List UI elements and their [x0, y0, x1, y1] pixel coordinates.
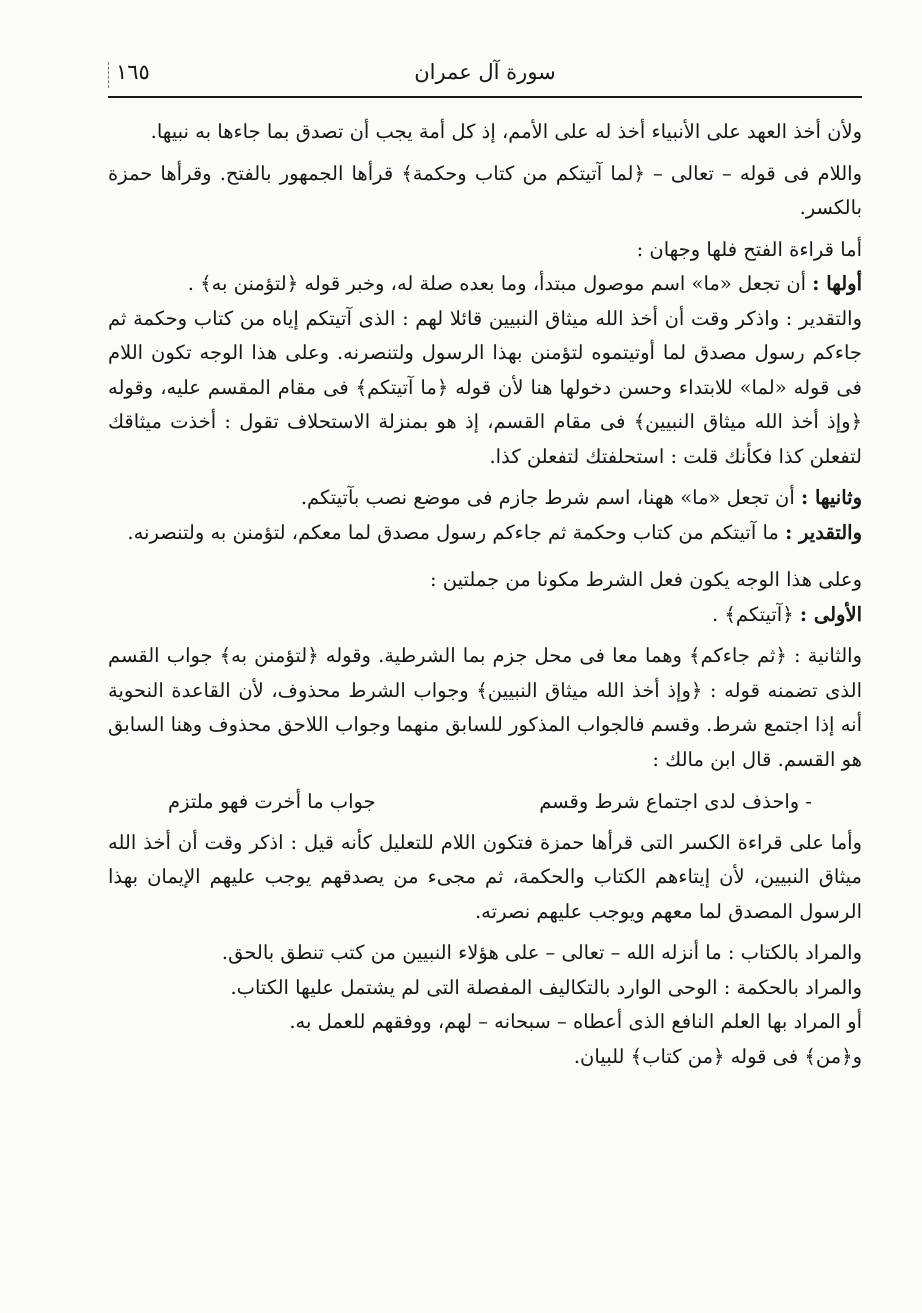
paragraph: والمراد بالحكمة : الوحى الوارد بالتكاليف المفصلة التى لم يشتمل عليها الكتاب.	[230, 975, 862, 999]
poem-first-hemistich: - واحذف لدى اجتماع شرط وقسم	[539, 790, 812, 813]
page-number: ١٦٥	[116, 60, 150, 84]
lead-term: الأولى :	[799, 602, 862, 626]
poem-verse	[108, 785, 862, 820]
page-header	[108, 56, 862, 96]
header-rule	[108, 96, 862, 98]
paragraph: وأما على قراءة الكسر التى قرأها حمزة فتكون اللام للتعليل كأنه قيل : اذكر وقت أن أخذ الله ميثاق النبيين، لأن إيتاءهم الكتاب والحكمة، ثم مجىء من يصدقهم يوجب عليهم الإيمان بهذا الرسول المصدق لما معهم ويوجب عليهم نصرته.	[108, 830, 862, 923]
paragraph: واللام فى قوله – تعالى – ﴿لما آتيتكم من كتاب وحكمة﴾ قرأها الجمهور بالفتح. وقرأها حمزة بالكسر.	[108, 161, 862, 219]
paragraph: الأولى : ﴿آتيتكم﴾ .	[712, 602, 862, 626]
paragraph: والتقدير : ما آتيتكم من كتاب وحكمة ثم جاءكم رسول مصدق لما معكم، لتؤمنن به ولتنصرنه.	[127, 520, 862, 544]
poem-second-hemistich: جواب ما أخرت فهو ملتزم	[168, 790, 376, 813]
paragraph: والثانية : ﴿ثم جاءكم﴾ وهما معا فى محل جزم بما الشرطية. وقوله ﴿لتؤمنن به﴾ جواب القسم الذى تضمنه قوله : ﴿وإذ أخذ الله ميثاق النبيين﴾ وجواب الشرط محذوف، لأن القاعدة النحوية أنه إذا اجتمع شرط. وقسم فالجواب المذكور للسابق منهما وجواب اللاحق محذوف وهنا السابق هو القسم. قال ابن مالك :	[108, 644, 862, 771]
paragraph: والمراد بالكتاب : ما أنزله الله – تعالى – على هؤلاء النبيين من كتب تنطق بالحق.	[221, 941, 862, 964]
lead-term: أولها :	[812, 272, 862, 295]
lead-term: وثانيها :	[800, 486, 862, 509]
paragraph: وعلى هذا الوجه يكون فعل الشرط مكونا من جملتين :	[430, 568, 862, 591]
paragraph: ولأن أخذ العهد على الأنبياء أخذ له على الأمم، إذ كل أمة يجب أن تصدق بما جاءها به نبيها.	[150, 120, 862, 143]
surah-title: سورة آل عمران	[414, 60, 556, 84]
paragraph: و﴿من﴾ فى قوله ﴿من كتاب﴾ للبيان.	[573, 1044, 862, 1068]
paragraph: والتقدير : واذكر وقت أن أخذ الله ميثاق النبيين قائلا لهم : الذى آتيتكم إياه من كتاب وحكمة ثم جاءكم رسول مصدق لما أوتيتموه لتؤمنن بهذا الرسول ولتنصرنه. وعلى هذا الوجه تكون اللام فى قوله «لما» للابتداء وحسن دخولها هنا لأن قوله ﴿ما آتيتكم﴾ فى مقام المقسم عليه، وقوله ﴿وإذ أخذ الله ميثاق النبيين﴾ فى مقام القسم، إذ هو بمنزلة الاستحلاف تقول : أخذت ميثاقك لتفعلن كذا فكأنك قلت : استحلفتك لتفعلن كذا.	[108, 306, 862, 468]
page-body	[108, 115, 862, 1074]
paragraph: أما قراءة الفتح فلها وجهان :	[636, 237, 862, 261]
paragraph: أو المراد بها العلم النافع الذى أعطاه – سبحانه – لهم، ووفقهم للعمل به.	[289, 1010, 862, 1033]
paragraph: وثانيها : أن تجعل «ما» ههنا، اسم شرط جازم فى موضع نصب بآتيتكم.	[300, 486, 862, 509]
paragraph: أولها : أن تجعل «ما» اسم موصول مبتدأ، وما بعده صلة له، وخبر قوله ﴿لتؤمنن به﴾ .	[187, 272, 862, 295]
lead-term: والتقدير :	[785, 520, 862, 544]
